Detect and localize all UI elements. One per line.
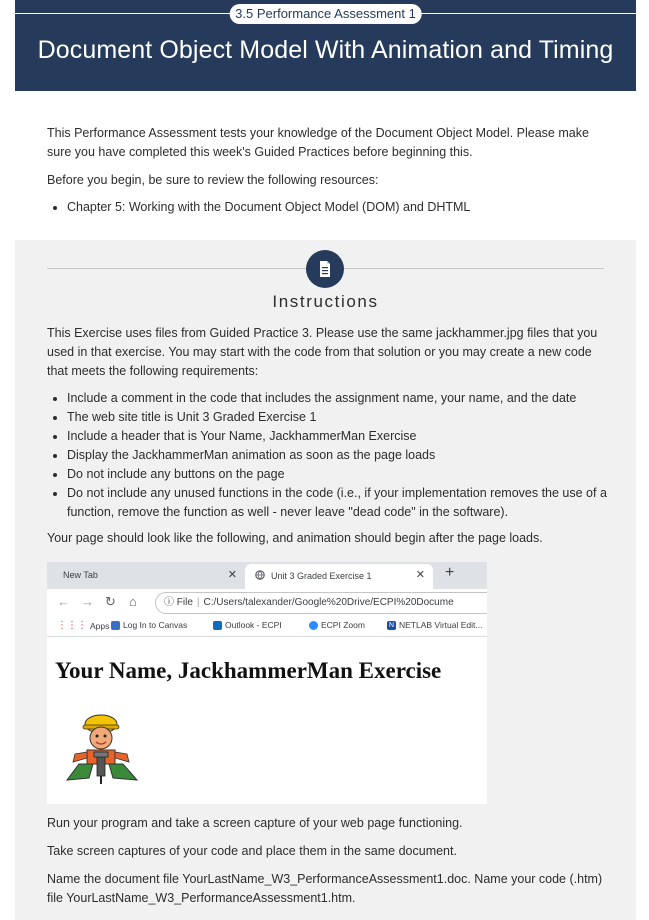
- browser-toolbar: [47, 589, 487, 616]
- bookmark-label: Apps: [90, 620, 110, 631]
- requirement-item: • Do not include any unused functions in the code (i.e., if your implementation removes the use of a function, remove the function as well - never leave "dead code" in the software).: [67, 484, 609, 522]
- new-tab-icon: +: [445, 564, 455, 581]
- bookmark-apps: [57, 620, 109, 631]
- resource-item: • Chapter 5: Working with the Document Object Model (DOM) and DHTML: [67, 198, 607, 217]
- page-title: Document Object Model With Animation and Timing: [37, 36, 614, 64]
- reload-icon: ↻: [105, 594, 116, 609]
- bookmark-outlook: [213, 620, 282, 630]
- bookmark-netlab: [387, 620, 482, 630]
- instructions-paragraph: Take screen captures of your code and place them in the same document.: [47, 844, 457, 858]
- assessment-banner: [15, 0, 636, 91]
- instructions-panel: [15, 240, 636, 920]
- requirement-item: • Display the JackhammerMan animation as soon as the page loads: [67, 446, 609, 465]
- browser-tabbar: [47, 562, 487, 589]
- jackhammer-man-image: [61, 712, 143, 793]
- example-page-header: Your Name, JackhammerMan Exercise: [55, 658, 442, 683]
- home-icon: ⌂: [129, 594, 137, 609]
- intro-paragraph: This Performance Assessment tests your knowledge of the Document Object Model. Please make sure you have completed this week's Guided Practices before beginning this.: [47, 126, 589, 159]
- requirements-list: [47, 389, 609, 522]
- bookmark-label: Outlook - ECPI: [225, 620, 282, 630]
- bookmark-label: Log In to Canvas: [123, 620, 188, 630]
- requirement-item: • Include a comment in the code that includes the assignment name, your name, and the date: [67, 389, 609, 408]
- address-url: C:/Users/talexander/Google%20Drive/ECPI%20Docume: [203, 597, 454, 608]
- tab-active: [245, 564, 433, 589]
- instructions-paragraph: This Exercise uses files from Guided Practice 3. Please use the same jackhammer.jpg files that you used in that exercise. You may start with the code from that solution or you may create a new code that meets the following requirements:: [47, 326, 598, 378]
- outlook-icon: [213, 621, 222, 630]
- bookmarks-bar: [47, 616, 487, 637]
- tab-label: Unit 3 Graded Exercise 1: [271, 571, 372, 581]
- example-lead: Your page should look like the following, and animation should begin after the page loads.: [47, 531, 543, 545]
- requirement-item: • The web site title is Unit 3 Graded Exercise 1: [67, 408, 609, 427]
- instructions-body: [47, 324, 609, 548]
- closing-instructions: [47, 814, 609, 908]
- globe-icon: [255, 570, 265, 582]
- document-icon: [306, 250, 344, 288]
- bookmark-label: ECPI Zoom: [321, 620, 365, 630]
- bookmark-label: NETLAB Virtual Edit...: [399, 620, 483, 630]
- tab-label: New Tab: [63, 570, 98, 580]
- requirement-item: • Do not include any buttons on the page: [67, 465, 609, 484]
- info-icon: ⓘ: [164, 597, 174, 608]
- close-icon: ✕: [227, 569, 237, 581]
- requirement-item: • Include a header that is Your Name, JackhammerMan Exercise: [67, 427, 609, 446]
- resources-lead: Before you begin, be sure to review the following resources:: [47, 173, 379, 187]
- apps-grid-icon: ⋮⋮⋮: [57, 620, 87, 631]
- assessment-label: 3.5 Performance Assessment 1: [229, 4, 422, 24]
- bookmark-canvas: [111, 620, 187, 630]
- zoom-icon: [309, 621, 318, 630]
- netlab-icon: N: [388, 621, 395, 629]
- instructions-heading: Instructions: [272, 292, 379, 311]
- close-icon: ✕: [415, 569, 425, 581]
- forward-icon: →: [81, 594, 94, 609]
- back-icon: ←: [57, 594, 70, 609]
- address-bar: [155, 592, 487, 614]
- instructions-paragraph: Run your program and take a screen capture of your web page functioning.: [47, 816, 463, 830]
- example-screenshot: [47, 562, 487, 804]
- address-separator: |: [196, 597, 200, 608]
- instructions-paragraph: Name the document file YourLastName_W3_PerformanceAssessment1.doc. Name your code (.htm) file YourLastName_W3_PerformanceAssessment1.htm.: [47, 872, 603, 905]
- canvas-icon: [111, 621, 120, 630]
- resources-list: [47, 198, 607, 217]
- tab-new-tab: [47, 562, 243, 589]
- intro-section: [47, 124, 607, 217]
- address-scheme: File: [176, 597, 193, 608]
- bookmark-zoom: [309, 620, 365, 630]
